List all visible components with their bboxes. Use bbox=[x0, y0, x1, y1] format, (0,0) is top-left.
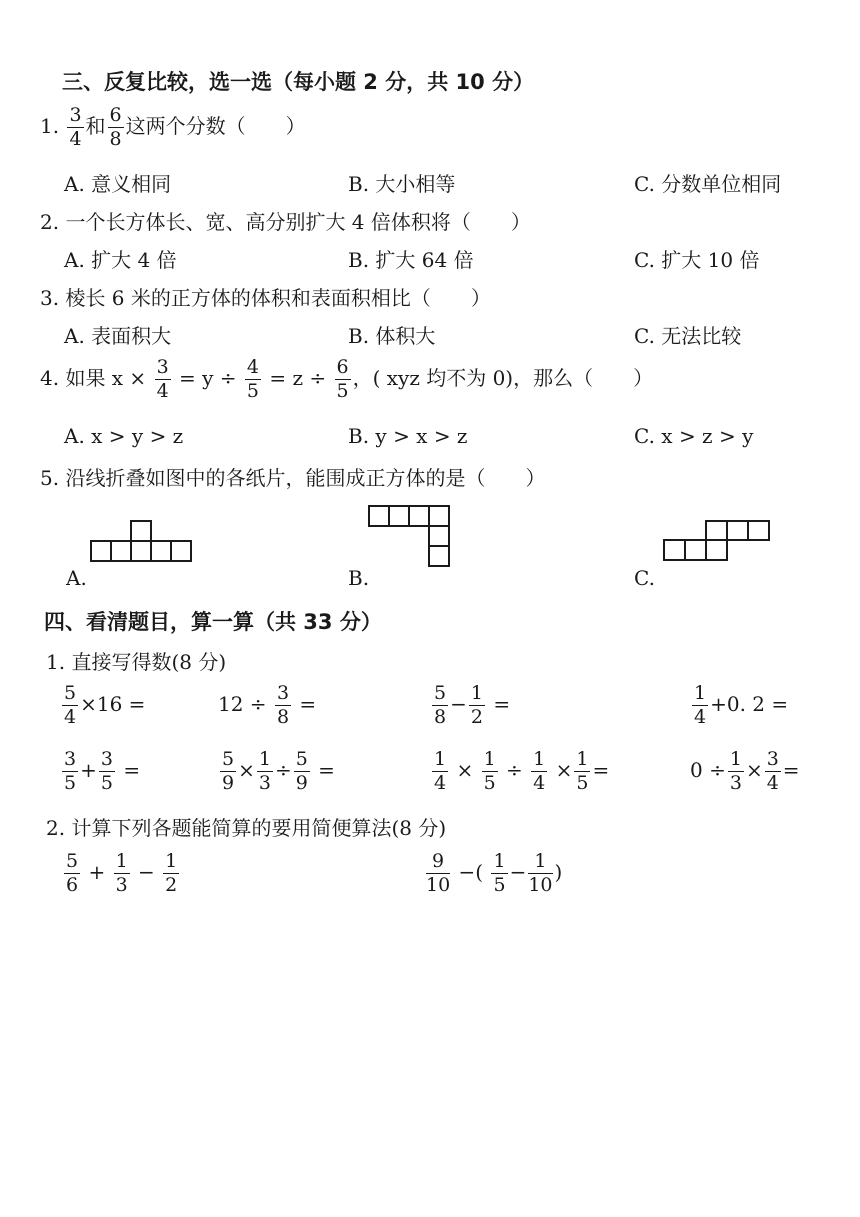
option-c: C. 分数单位相同 bbox=[634, 172, 782, 196]
cube-net-c bbox=[663, 520, 771, 562]
expression: $\frac{9}{10}$ −( $\frac{1}{5}$ − $\frac{1}{10}$ ) bbox=[426, 850, 563, 896]
expression: $\frac{1}{4}$ × $\frac{1}{5}$ ÷ $\frac{1}{4}$ × $\frac{1}{5}$ = bbox=[434, 748, 610, 794]
option-a: A. 扩大 4 倍 bbox=[64, 248, 177, 272]
question-3: 3. 棱长 6 米的正方体的体积和表面积相比（ ） bbox=[40, 286, 491, 310]
expression: $\frac{1}{4}$ +0. 2 = bbox=[694, 682, 789, 728]
fraction: $\frac{3}{4}$ bbox=[156, 356, 169, 402]
option-c: C. bbox=[634, 566, 655, 590]
option-a: A. 意义相同 bbox=[64, 172, 172, 196]
question-1 bbox=[40, 106, 306, 149]
expression: $\frac{3}{5}$ + $\frac{3}{5}$ = bbox=[64, 748, 141, 794]
option-c: C. 扩大 10 倍 bbox=[634, 248, 760, 272]
question-number: 1. bbox=[40, 114, 60, 138]
question-5: 5. 沿线折叠如图中的各纸片，能围成正方体的是（ ） bbox=[40, 466, 546, 490]
expression: 0 ÷ $\frac{1}{3}$ × $\frac{3}{4}$ = bbox=[690, 748, 800, 794]
expression: 12 ÷ $\frac{3}{8}$ = bbox=[218, 682, 317, 728]
option-b: B. 体积大 bbox=[348, 324, 436, 348]
part-2-title: 2. 计算下列各题能简算的要用简便算法(8 分) bbox=[46, 816, 447, 840]
expression: $\frac{5}{9}$ × $\frac{1}{3}$ ÷ $\frac{5}{9}$ = bbox=[222, 748, 335, 794]
cube-net-a bbox=[90, 520, 192, 564]
question-text: 和 bbox=[85, 114, 106, 138]
fraction: $\frac{6}{8}$ bbox=[109, 104, 122, 150]
option-b: B. 扩大 64 倍 bbox=[348, 248, 474, 272]
fraction: $\frac{3}{4}$ bbox=[69, 104, 82, 150]
option-c: C. 无法比较 bbox=[634, 324, 742, 348]
option-b: B. 大小相等 bbox=[348, 172, 456, 196]
section-title-4: 四、看清题目，算一算（共 33 分） bbox=[44, 610, 382, 634]
expression: $\frac{5}{6}$ + $\frac{1}{3}$ − $\frac{1}{2}$ bbox=[66, 850, 178, 896]
part-1-title: 1. 直接写得数(8 分) bbox=[46, 650, 227, 674]
question-2: 2. 一个长方体长、宽、高分别扩大 4 倍体积将（ ） bbox=[40, 210, 531, 234]
fraction: $\frac{6}{5}$ bbox=[336, 356, 349, 402]
option-c: C. x > z > y bbox=[634, 424, 754, 448]
option-a: A. bbox=[66, 566, 87, 590]
option-b: B. bbox=[348, 566, 370, 590]
option-b: B. y > x > z bbox=[348, 424, 468, 448]
cube-net-b bbox=[368, 505, 452, 567]
question-text: 这两个分数（ ） bbox=[125, 114, 306, 138]
question-4: 4. 如果 x × $\frac{3}{4}$ = y ÷ $\frac{4}{5}$ = z ÷ $\frac{6}{5}$ ，( xyz 均不为 0)，那么（ ） bbox=[40, 356, 654, 402]
expression: $\frac{5}{4}$ ×16 = bbox=[64, 682, 146, 728]
fraction: $\frac{4}{5}$ bbox=[246, 356, 259, 402]
option-a: A. x > y > z bbox=[64, 424, 184, 448]
section-title-3: 三、反复比较，选一选（每小题 2 分，共 10 分） bbox=[62, 70, 535, 94]
option-a: A. 表面积大 bbox=[64, 324, 172, 348]
expression: $\frac{5}{8}$ − $\frac{1}{2}$ = bbox=[434, 682, 511, 728]
